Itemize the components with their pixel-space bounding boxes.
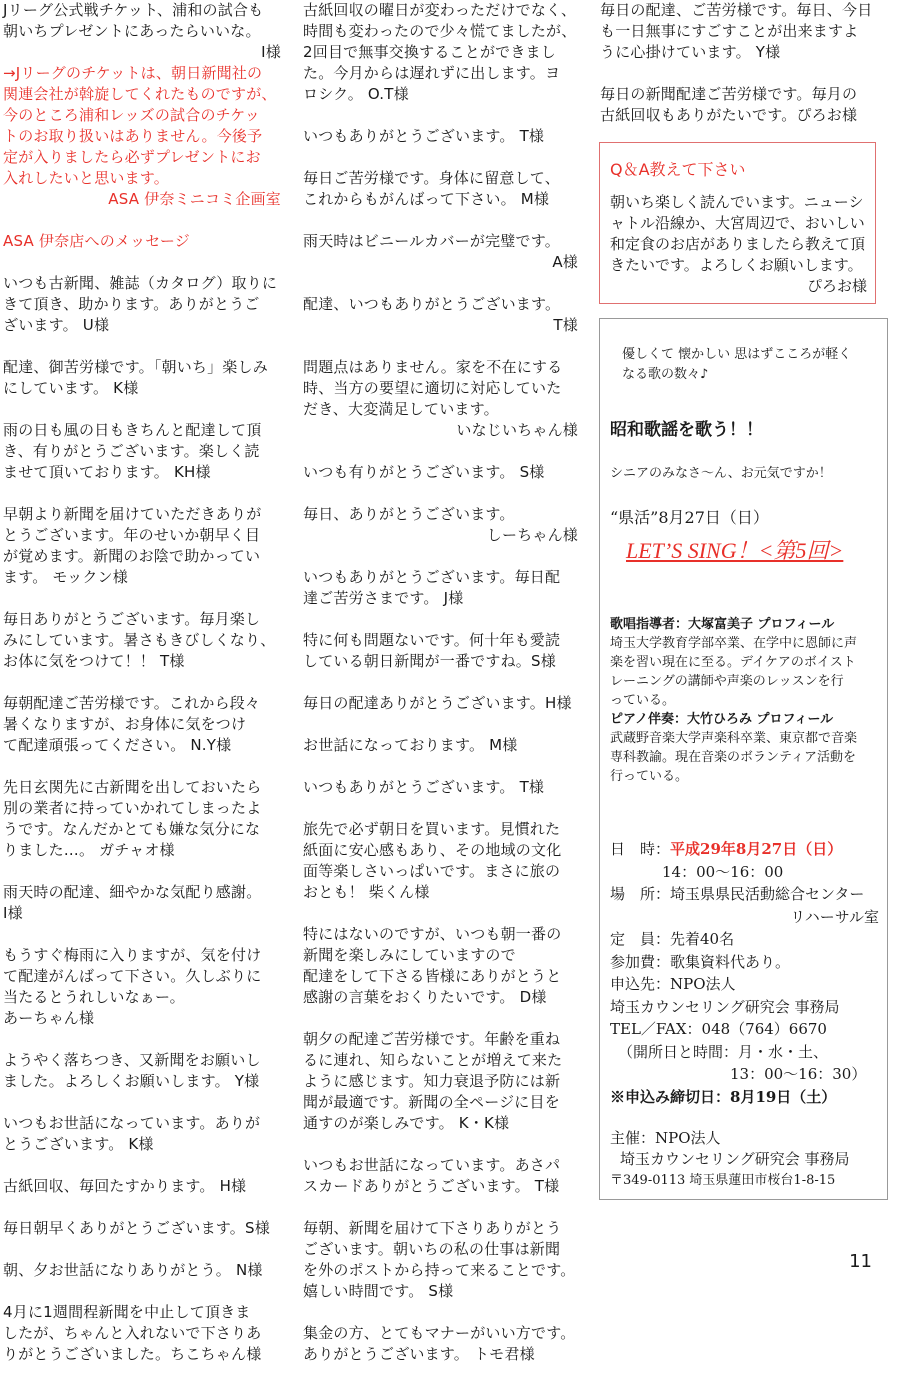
text-line: 専科教諭。現在音楽のボランティア活動を	[610, 750, 856, 765]
signature: ぴろお様	[806, 277, 867, 295]
text-line: 雨天時はビニールカバーが完璧です。	[303, 232, 560, 250]
text-line: た。今月からは遅れずに出します。ヨ	[303, 64, 561, 82]
text-line: 優しくて 懐かしい 思はずこころが軽く	[622, 347, 852, 362]
reader-message	[303, 126, 578, 147]
text-line: 嬉しい時間です。 S様	[303, 1282, 454, 1300]
text-line: ありがとうございます。 トモ君様	[303, 1345, 535, 1363]
text-line: 雨の日も風の日もきちんと配達して頂	[3, 421, 262, 439]
text-line: 先日玄関先に古新聞を出しておいたら	[3, 778, 262, 796]
text-line: いつもお世話になっています。ありが	[3, 1114, 261, 1132]
reader-message	[3, 504, 281, 588]
column-2	[303, 0, 578, 1386]
text-line: が覚めます。新聞のお陰で助かってい	[3, 547, 261, 565]
text-line: き、有りがとうございます。楽しく読	[3, 442, 260, 460]
signature: I様	[261, 43, 281, 61]
office-hours: （開所日と時間：月・水・土、	[618, 1042, 829, 1061]
reader-message	[303, 1218, 578, 1302]
intro-text	[610, 345, 887, 385]
reader-message	[303, 924, 578, 1008]
text-line: 埼玉大学教育学部卒業、在学中に恩師に声	[610, 636, 858, 651]
sponsor	[610, 1128, 887, 1191]
text-line: ませて頂いております。 KH様	[3, 463, 211, 481]
text-line: お体に気をつけて！！ T様	[3, 652, 185, 670]
text-line: ャトル沿線か、大宮周辺で、おいしい	[610, 214, 865, 232]
text-line: とうございます。 K様	[3, 1135, 154, 1153]
text-line: 2回目で無事交換することができまし	[303, 43, 556, 61]
text-line: 入れしたいと思います。	[3, 169, 170, 187]
signature: T様	[553, 316, 578, 334]
reader-message	[3, 420, 281, 483]
text-line: 別の業者に持っていかれてしまったよ	[3, 799, 262, 817]
reader-message	[303, 735, 578, 756]
text-line: 主催：NPO法人	[610, 1129, 721, 1147]
concert-headline: 昭和歌謡を歌う！！	[610, 420, 763, 440]
text-line: を外のポストから持って来ることです。	[303, 1261, 576, 1279]
reader-message	[303, 630, 578, 672]
apply-to: 申込先：NPO法人	[610, 975, 736, 993]
text-line: I様	[3, 904, 23, 922]
text-line: うです。なんだかとても嫌な気分にな	[3, 820, 261, 838]
text-line: 通すのが楽しみです。 K・K様	[303, 1114, 510, 1132]
text-line: いつも古新聞、雑誌（カタログ）取りに	[3, 274, 278, 292]
reader-message	[3, 777, 281, 861]
reader-message	[3, 1176, 281, 1197]
text-line: 毎日の配達、ご苦労様です。毎日、今日	[600, 1, 873, 19]
text-line: 定が入りましたら必ずプレゼントにお	[3, 148, 261, 166]
signature: ASA 伊奈ミニコミ企画室	[108, 190, 281, 208]
reader-message	[303, 168, 578, 210]
reader-message	[3, 1302, 281, 1365]
text-line: 朝いちプレゼントにあったらいいな。	[3, 22, 261, 40]
text-line: あーちゃん様	[3, 1009, 95, 1027]
tel-fax: TEL／FAX：048（764）6670	[610, 1020, 827, 1038]
reader-message	[303, 294, 578, 336]
text-line: 朝夕の配達ご苦労様です。年齢を重ね	[303, 1030, 561, 1048]
text-line: 毎日ご苦労様です。身体に留意して、	[303, 169, 560, 187]
text-line: いつもありがとうございます。 T様	[303, 778, 545, 796]
text-line: 旅先で必ず朝日を買います。見慣れた	[303, 820, 561, 838]
date-label: 日 時：	[610, 840, 671, 858]
place-label: 場 所：	[610, 885, 671, 903]
text-line: いつもお世話になっています。あさパ	[303, 1156, 561, 1174]
reader-message	[3, 357, 281, 399]
text-line: お世話になっております。 M様	[303, 736, 518, 754]
reader-message	[3, 609, 281, 672]
reader-message	[3, 693, 281, 756]
text-line: 配達、御苦労様です。「朝いち」楽しみ	[3, 358, 268, 376]
text-line: 古紙回収もありがたいです。ぴろお様	[600, 106, 858, 124]
event-date-line: “県活”8月27日（日）	[610, 508, 769, 527]
text-line: 早朝より新聞を届けていただきありが	[3, 505, 262, 523]
reader-message	[303, 1029, 578, 1134]
deadline: ※申込み締切日：8月19日（土）	[610, 1087, 837, 1106]
text-line: 当たるとうれしいなぁー。	[3, 988, 185, 1006]
text-line: ようやく落ちつき、又新聞をお願いし	[3, 1051, 261, 1069]
profiles	[610, 615, 887, 786]
reader-message	[3, 1218, 281, 1239]
capacity: 定 員：先着40名	[610, 930, 735, 948]
text-line: 毎朝、新聞を届けて下さりありがとう	[303, 1219, 562, 1237]
text-line: 行っている。	[610, 769, 689, 784]
text-line: にしています。 K様	[3, 379, 139, 397]
message-list	[3, 273, 281, 1365]
text-line: 古紙回収、毎回たすかります。 H様	[3, 1177, 247, 1195]
text-line: おとも！ 柴くん様	[303, 883, 430, 901]
text-line: 埼玉カウンセリング研究会 事務局	[620, 1150, 850, 1168]
text-line: りました…。 ガチャオ様	[3, 841, 175, 859]
text-line: スカードありがとうございます。 T様	[303, 1177, 560, 1195]
text-line: これからもがんばって下さい。 M様	[303, 190, 550, 208]
reader-message	[3, 1050, 281, 1092]
reader-message	[3, 1260, 281, 1281]
text-line: も一日無事にすごすことが出来ますよ	[600, 22, 859, 40]
text-line: 暑くなりますが、お身体に気をつけ	[3, 715, 247, 733]
text-line: ました。よろしくお願いします。 Y様	[3, 1072, 260, 1090]
signature: しーちゃん様	[486, 526, 578, 544]
greeting: シニアのみなさ～ん、お元気ですか！	[610, 466, 832, 481]
text-line: ます。 モックン様	[3, 568, 128, 586]
text-line: 時間も変わったので少々慌てましたが、	[303, 22, 577, 40]
column-3	[600, 0, 885, 147]
text-line: レーニングの講師や声楽のレッスンを行	[610, 674, 844, 689]
text-line: 毎日ありがとうございます。毎月楽し	[3, 610, 261, 628]
reader-message	[303, 777, 578, 798]
text-line: Jリーグ公式戦チケット、浦和の試合も	[3, 1, 264, 19]
text-line: →Jリーグのチケットは、朝日新聞社の	[3, 64, 263, 82]
text-line: 古紙回収の曜日が変わっただけでなく、	[303, 1, 577, 19]
text-line: りがとうございました。ちこちゃん様	[3, 1345, 262, 1363]
text-line: 問題点はありません。家を不在にする	[303, 358, 563, 376]
reader-message	[303, 1155, 578, 1197]
text-line: 毎朝配達ご苦労様です。これから段々	[3, 694, 261, 712]
text-line: 関連会社が斡旋してくれたものですが、	[3, 85, 277, 103]
reader-message	[600, 84, 885, 126]
text-line: きたいです。よろしくお願いします。	[610, 256, 863, 274]
reader-message	[303, 462, 578, 483]
place-room: リハーサル室	[790, 907, 879, 926]
text-line: いつもありがとうございます。 T様	[303, 127, 545, 145]
text-line: ざいます。 U様	[3, 316, 110, 334]
text-line: 和定食のお店がありましたら教えて頂	[610, 235, 866, 253]
text-line: とうございます。年のせいか朝早く目	[3, 526, 261, 544]
text-line: 感謝の言葉をおくりたいです。 D様	[303, 988, 547, 1006]
text-line: 朝、夕お世話になりありがとう。 N様	[3, 1261, 263, 1279]
text-line: 配達、いつもありがとうございます。	[303, 295, 561, 313]
text-line: 毎日、ありがとうございます。	[303, 505, 515, 523]
text-line: いつもありがとうございます。毎日配	[303, 568, 561, 586]
pianist-heading: ピアノ伴奏：大竹ひろみ プロフィール	[610, 712, 834, 727]
text-line: ように感じます。知力衰退予防には新	[303, 1072, 561, 1090]
text-line: うに心掛けています。 Y様	[600, 43, 781, 61]
text-line: て配達頑張ってください。 N.Y様	[3, 736, 232, 754]
text-line: 毎日朝早くありがとうございます。S様	[3, 1219, 270, 1237]
text-line: 朝いち楽しく読んでいます。ニューシ	[610, 193, 864, 211]
text-line: て配達がんばって下さい。久しぶりに	[3, 967, 262, 985]
text-line: 毎日の配達ありがとうございます。H様	[303, 694, 572, 712]
text-line: 面等楽しさいっぱいです。まさに旅の	[303, 862, 561, 880]
qa-title: Q＆A教えて下さい	[610, 160, 746, 179]
reader-message	[303, 357, 578, 441]
event-title: LET’S SING！<第5回>	[626, 538, 844, 563]
text-line: 達ご苦労さまです。 J様	[303, 589, 464, 607]
text-line: ロシク。 O.T様	[303, 85, 409, 103]
text-line: トのお取り扱いはありません。今後予	[3, 127, 263, 145]
qa-box	[599, 142, 876, 304]
reader-message	[303, 504, 578, 546]
text-line: だき、大変満足しています。	[303, 400, 499, 418]
reader-message	[303, 693, 578, 714]
text-line: 配達をして下さる皆様にありがとうと	[303, 967, 562, 985]
signature: A様	[552, 253, 578, 271]
text-line: みにしています。暑さもきびしくなり、	[3, 631, 276, 649]
text-line: るに連れ、知らないことが増えて来た	[303, 1051, 563, 1069]
text-line: したが、ちゃんと入れないで下さりあ	[3, 1324, 262, 1342]
apply-org: 埼玉カウンセリング研究会 事務局	[610, 997, 840, 1016]
section-title: ASA 伊奈店へのメッセージ	[3, 232, 190, 250]
event-info	[610, 838, 887, 1108]
date-value: 平成29年8月27日（日）	[670, 840, 843, 858]
text-line: ございます。朝いちの私の仕事は新聞	[303, 1240, 561, 1258]
text-line: 4月に1週間程新聞を中止して頂きま	[3, 1303, 251, 1321]
text-line: 特にはないのですが、いつも朝一番の	[303, 925, 562, 943]
reader-message	[303, 567, 578, 609]
text-line: いつも有りがとうございます。 S様	[303, 463, 545, 481]
signature: いなじいちゃん様	[456, 421, 578, 439]
text-line: もうすぐ梅雨に入りますが、気を付け	[3, 946, 262, 964]
page-number: 11	[849, 1251, 872, 1272]
reader-message	[3, 945, 281, 1029]
reader-message	[303, 231, 578, 273]
office-hours-time: 13：00～16：30）	[730, 1065, 867, 1083]
text-line: している朝日新聞が一番ですね。S様	[303, 652, 556, 670]
text-line: 武蔵野音楽大学声楽科卒業、東京都で音楽	[610, 731, 858, 746]
text-line: 雨天時の配達、細やかな気配り感謝。	[3, 883, 262, 901]
message-list	[303, 0, 578, 1365]
column-1	[3, 0, 281, 1386]
text-line: 新聞を楽しみにしていますので	[303, 946, 516, 964]
concert-announcement	[599, 318, 888, 1200]
reader-message	[303, 1323, 578, 1365]
reader-message	[303, 0, 578, 105]
text-line: 集金の方、とてもマナーがいい方です。	[303, 1324, 576, 1342]
text-line: 特に何も問題ないです。何十年も愛読	[303, 631, 561, 649]
ticket-message	[3, 0, 281, 210]
reader-message	[3, 273, 281, 336]
text-line: 聞が最適です。新聞の全ページに目を	[303, 1093, 560, 1111]
place-value: 埼玉県県民活動総合センター	[670, 885, 865, 903]
reader-message	[3, 882, 281, 924]
fee: 参加費：歌集資料代あり。	[610, 952, 791, 971]
message-list	[600, 0, 885, 126]
reader-message	[600, 0, 885, 63]
text-line: 〒349-0113 埼玉県蓮田市桜台1-8-15	[610, 1173, 836, 1188]
text-line: っている。	[610, 693, 676, 708]
text-line: なる歌の数々♪	[622, 367, 709, 382]
text-line: 毎日の新聞配達ご苦労様です。毎月の	[600, 85, 858, 103]
text-line: 時、当方の要望に適切に対応していた	[303, 379, 562, 397]
instructor-heading: 歌唱指導者：大塚富美子 プロフィール	[610, 617, 835, 632]
ticket-reply	[3, 63, 281, 210]
text-line: きて頂き、助かります。ありがとうご	[3, 295, 260, 313]
text-line: 楽を習い現在に至る。デイケアのボイスト	[610, 655, 856, 670]
event-time: 14：00～16：00	[662, 862, 784, 881]
reader-message	[3, 1113, 281, 1155]
text-line: 紙面に安心感もあり、その地域の文化	[303, 841, 562, 859]
text-line: 今のところ浦和レッズの試合のチケッ	[3, 106, 260, 124]
reader-message	[303, 819, 578, 903]
